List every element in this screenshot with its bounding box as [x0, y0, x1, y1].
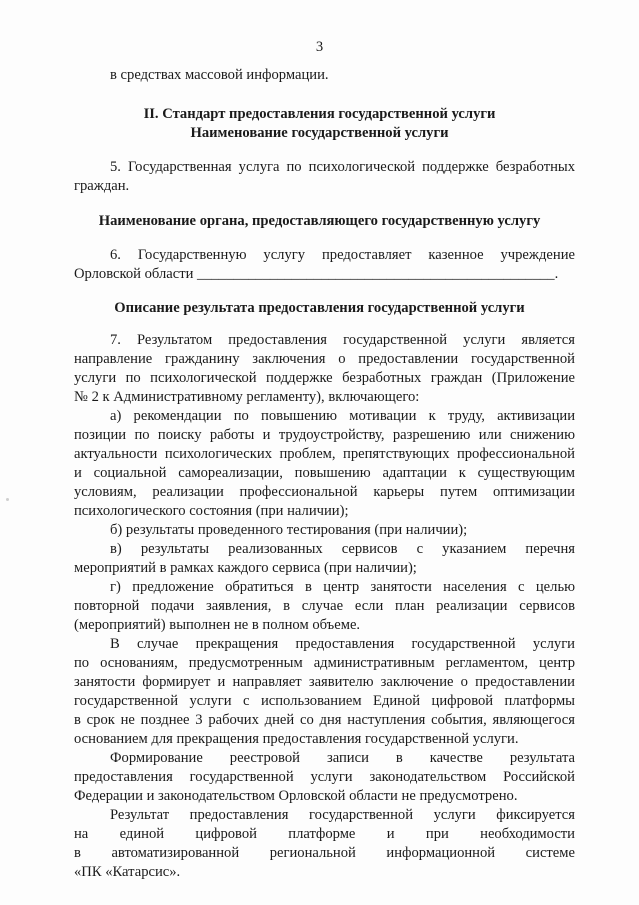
item-v-line: мероприятий в рамках каждого сервиса (при наличии); [74, 560, 417, 576]
fixation-paragraph-line: в автоматизированной региональной информационной системе [74, 845, 575, 861]
paragraph-6-line: 6. Государственную услугу предоставляет казенное учреждение [110, 247, 575, 263]
item-a-line: и социальной самореализации, повышению адаптации к существующим [74, 465, 575, 481]
fixation-paragraph-line: «ПК «Катарсис». [74, 864, 181, 880]
intro-line: в средствах массовой информации. [110, 67, 329, 83]
paragraph-5-line: граждан. [74, 178, 130, 194]
scan-speck [6, 498, 9, 501]
item-v-line: в) результаты реализованных сервисов с указанием перечня [110, 541, 575, 557]
page-number: 3 [315, 39, 324, 55]
heading-organ: Наименование органа, предоставляющего государственную услугу [98, 213, 541, 229]
termination-paragraph-line: государственной услуги с использованием Единой цифровой платформы [74, 693, 575, 709]
registry-paragraph-line: Формирование реестровой записи в качестве результата [110, 750, 575, 766]
item-a-line: актуальности психологических проблем, препятствующих профессиональной [74, 446, 575, 462]
item-g-line: г) предложение обратиться в центр занятости населения с целью [110, 579, 575, 595]
item-b-line: б) результаты проведенного тестирования (при наличии); [110, 522, 468, 538]
termination-paragraph-line: в срок не позднее 3 рабочих дней со дня наступления события, являющегося [74, 712, 575, 728]
paragraph-5-line: 5. Государственная услуга по психологической поддержке безработных [110, 159, 575, 175]
paragraph-6-line: Орловской области _________________________________________________. [74, 266, 559, 282]
section-title: II. Стандарт предоставления государственной услуги [143, 106, 496, 122]
termination-paragraph-line: занятости формирует и направляет заявителю заключение о предоставлении [74, 674, 575, 690]
fixation-paragraph-line: на единой цифровой платформе и при необходимости [74, 826, 575, 842]
termination-paragraph-line: основанием для прекращения предоставления государственной услуги. [74, 731, 519, 747]
item-g-line: повторной подачи заявления, в случае если план реализации сервисов [74, 598, 575, 614]
item-a-line: психологического состояния (при наличии); [74, 503, 349, 519]
termination-paragraph-line: В случае прекращения предоставления государственной услуги [110, 636, 575, 652]
item-a-line: а) рекомендации по повышению мотивации к труду, активизации [110, 408, 575, 424]
item-a-line: условиям, реализации профессиональной карьеры путем оптимизации [74, 484, 575, 500]
heading-service-name: Наименование государственной услуги [190, 125, 449, 141]
item-g-line: (мероприятий) выполнен не в полном объеме. [74, 617, 361, 633]
paragraph-7-line: направление гражданину заключения о предоставлении государственной [74, 351, 575, 367]
paragraph-7-line: услуги по психологической поддержке безработных граждан (Приложение [74, 370, 575, 386]
registry-paragraph-line: предоставления государственной услуги законодательством Российской [74, 769, 575, 785]
termination-paragraph-line: по основаниям, предусмотренным административным регламентом, центр [74, 655, 575, 671]
paragraph-7-line: 7. Результатом предоставления государственной услуги является [110, 332, 575, 348]
paragraph-7-line: № 2 к Административному регламенту), включающего: [74, 389, 420, 405]
fixation-paragraph-line: Результат предоставления государственной услуги фиксируется [110, 807, 575, 823]
registry-paragraph-line: Федерации и законодательством Орловской области не предусмотрено. [74, 788, 518, 804]
item-a-line: позиции по поиску работы и трудоустройству, разрешению или снижению [74, 427, 575, 443]
heading-result: Описание результата предоставления государственной услуги [114, 300, 525, 316]
